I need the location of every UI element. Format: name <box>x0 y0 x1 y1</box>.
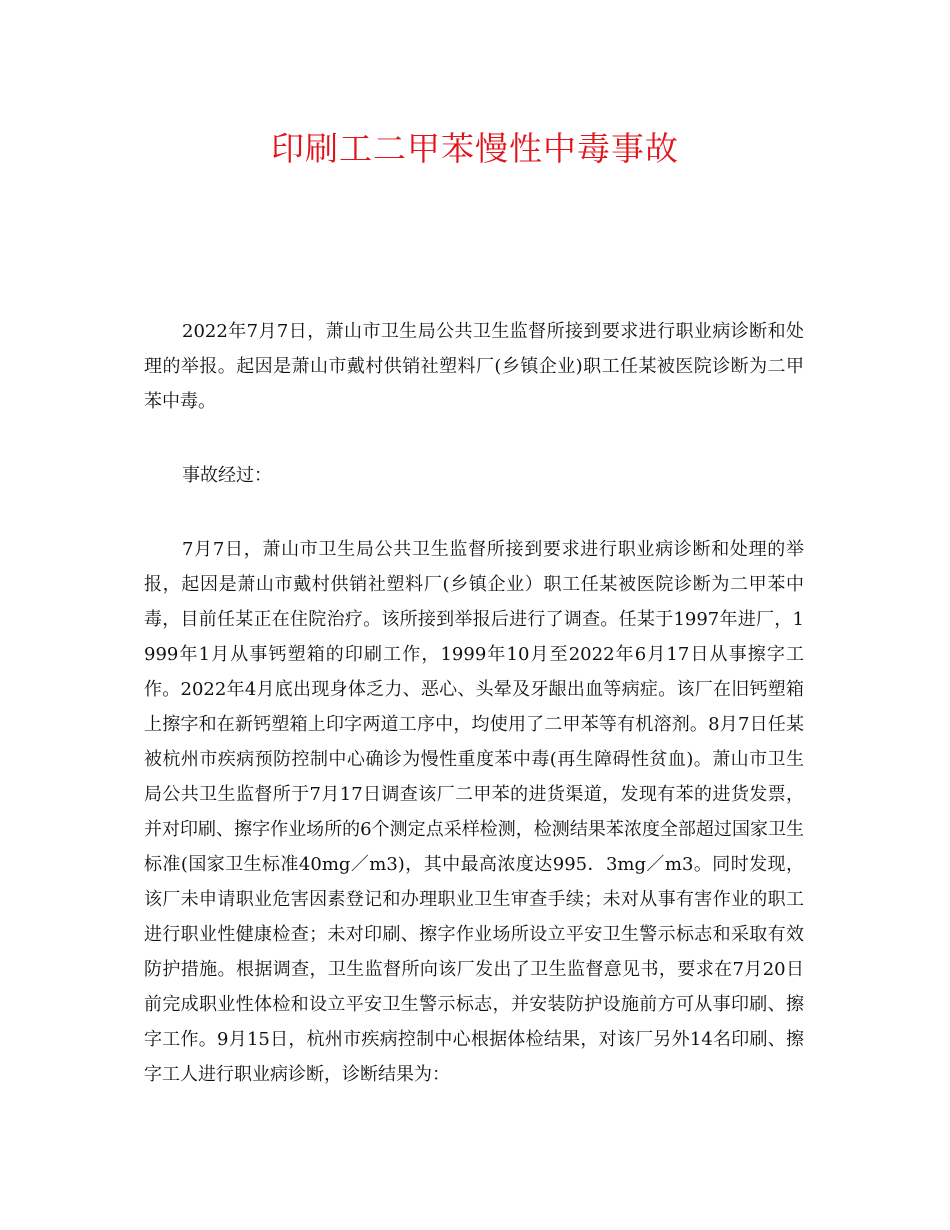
accident-detail-paragraph: 7月7日，萧山市卫生局公共卫生监督所接到要求进行职业病诊断和处理的举报，起因是萧山市戴村供销社塑料厂(乡镇企业）职工任某被医院诊断为二甲苯中毒，目前任某正在住院治疗。该所接到举报后进行了调查。任某于1997年进厂，1999年1月从事钙塑箱的印刷工作，1999年10月至2022年6月17日从事擦字工作。2022年4月底出现身体乏力、恶心、头晕及牙龈出血等病症。该厂在旧钙塑箱上擦字和在新钙塑箱上印字两道工序中，均使用了二甲苯等有机溶剂。8月7日任某被杭州市疾病预防控制中心确诊为慢性重度苯中毒(再生障碍性贫血)。萧山市卫生局公共卫生监督所于7月17日调查该厂二甲苯的进货渠道，发现有苯的进货发票，并对印刷、擦字作业场所的6个测定点采样检测，检测结果苯浓度全部超过国家卫生标准(国家卫生标准40mg／m3)，其中最高浓度达995．3mg／m3。同时发现，该厂未申请职业危害因素登记和办理职业卫生审查手续；未对从事有害作业的职工进行职业性健康检查；未对印刷、擦字作业场所设立平安卫生警示标志和采取有效防护措施。根据调查，卫生监督所向该厂发出了卫生监督意见书，要求在7月20日前完成职业性体检和设立平安卫生警示标志，并安装防护设施前方可从事印刷、擦字工作。9月15日，杭州市疾病控制中心根据体检结果，对该厂另外14名印刷、擦字工人进行职业病诊断，诊断结果为： <box>144 539 804 1085</box>
section-heading-accident-process: 事故经过： <box>182 465 272 486</box>
document-title: 印刷工二甲苯慢性中毒事故 <box>271 129 679 168</box>
intro-paragraph: 2022年7月7日，萧山市卫生局公共卫生监督所接到要求进行职业病诊断和处理的举报。起因是萧山市戴村供销社塑料厂(乡镇企业)职工任某被医院诊断为二甲苯中毒。 <box>144 321 804 412</box>
